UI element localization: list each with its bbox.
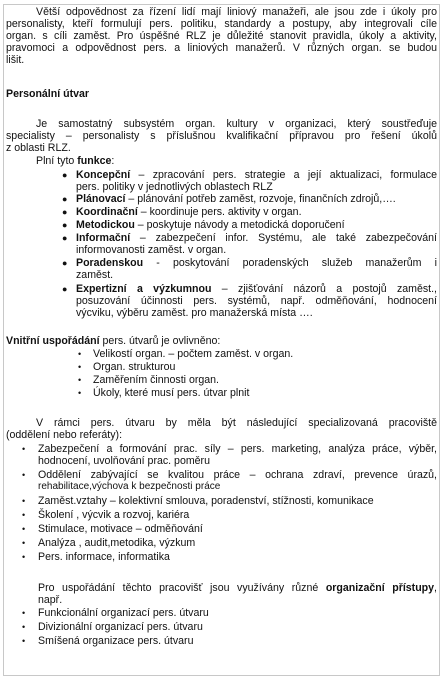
list-item: Školení , výcvik a rozvoj, kariéra <box>38 509 190 521</box>
function-item: Informační – zabezpečení infor. Systému, ale také zabezpečování <box>76 232 437 244</box>
function-item: Metodickou – poskytuje návody a metodická doporučení <box>76 219 345 231</box>
list-item-cont: hodnocení, uvolňování prac. poměru <box>38 455 210 467</box>
function-item-cont: posuzování účinnosti pers. systémů, např. odměňování, hodnocení <box>76 295 437 307</box>
bullet-icon: ● <box>62 170 68 180</box>
bullet-icon: • <box>78 375 82 385</box>
section3-line-1: V rámci pers. útvaru by měla být následující specializovaná pracoviště <box>36 417 437 429</box>
list-item: Divizionální organizací pers. útvaru <box>38 621 203 633</box>
bullet-icon: • <box>78 349 82 359</box>
section-heading-personalni-utvar: Personální útvar <box>6 88 90 100</box>
intro-line-4: pravomoci a odpovědnost pers. a liniových manažerů. V různých organ. se budou <box>6 42 437 54</box>
list-item: Organ. strukturou <box>93 361 176 373</box>
bullet-icon: • <box>22 510 26 520</box>
function-item: Expertizní a výzkumnou – zjišťování názorů a postojů zaměst., <box>76 283 438 295</box>
bullet-icon: ● <box>62 194 68 204</box>
list-item: Úkoly, které musí pers. útvar plnit <box>93 387 250 399</box>
list-item: Zabezpečení a formování prac. síly – pers. marketing, analýza práce, výběr, <box>38 443 437 455</box>
bullet-icon: • <box>22 636 26 646</box>
bullet-icon: • <box>22 538 26 548</box>
bullet-icon: • <box>78 388 82 398</box>
bullet-icon: ● <box>62 233 68 243</box>
section1-line-2: specialisty – personalisty s příslušnou kvalifikační přípravou pro řešení úkolů <box>6 130 437 142</box>
bullet-icon: • <box>78 362 82 372</box>
list-item: Zaměřením činnosti organ. <box>93 374 220 386</box>
list-item: Stimulace, motivace – odměňování <box>38 523 203 535</box>
bullet-icon: • <box>22 444 26 454</box>
function-item-cont: informovanosti zaměst. v organ. <box>76 244 227 256</box>
list-item: Pers. informace, informatika <box>38 551 170 563</box>
section2-heading: Vnitřní uspořádání pers. útvarů je ovlivněno: <box>6 335 221 347</box>
function-item-cont: zaměst. <box>76 269 114 281</box>
bullet-icon: • <box>22 524 26 534</box>
bullet-icon: • <box>22 608 26 618</box>
functions-lead: Plní tyto funkce: <box>36 155 115 167</box>
intro-line-3: organ. s cíli zaměst. Pro úspěšné RLZ je důležité stanovit pravidla, úkoly a aktivity, <box>6 30 437 42</box>
section4-lead: Pro uspořádání těchto pracovišť jsou využívány různé organizační přístupy, <box>38 582 437 594</box>
function-item: Poradenskou - poskytování poradenských služeb manažerům i <box>76 257 437 269</box>
list-item: Zaměst.vztahy – kolektivní smlouva, poradenství, stížnosti, komunikace <box>38 495 374 507</box>
list-item: Oddělení zabývající se kvalitou práce – ochrana zdraví, prevence úrazů, <box>38 469 437 481</box>
function-item: Plánovací – plánování potřeb zaměst, rozvoje, finančních zdrojů,…. <box>76 193 396 205</box>
bullet-icon: • <box>22 470 26 480</box>
function-item-cont: pers. politiky v jednotlivých oblastech RLZ <box>76 181 273 193</box>
bullet-icon: ● <box>62 220 68 230</box>
intro-line-2: personalisty, kteří formulují pers. politiku, standardy a postupy, aby integrovali cíle <box>6 18 437 30</box>
bullet-icon: • <box>22 552 26 562</box>
list-item: Analýza , audit,metodika, výzkum <box>38 537 196 549</box>
function-item-cont: výcviku, výběru zaměst. pro manažerská místa …. <box>76 307 313 319</box>
section3-line-2: (oddělení nebo referáty): <box>6 429 123 441</box>
bullet-icon: ● <box>62 207 68 217</box>
list-item: Velikostí organ. – počtem zaměst. v organ. <box>93 348 294 360</box>
bullet-icon: ● <box>62 284 68 294</box>
list-item: Smíšená organizace pers. útvaru <box>38 635 194 647</box>
intro-line-5: lišit. <box>6 54 25 66</box>
bullet-icon: ● <box>62 258 68 268</box>
intro-line-1: Větší odpovědnost za řízení lidí mají liniový manažeři, ale jsou zde i úkoly pro <box>36 6 437 18</box>
section1-line-1: Je samostatný subsystém organ. kultury v organizaci, který soustřeďuje <box>36 118 437 130</box>
list-item: Funkcionální organizací pers. útvaru <box>38 607 209 619</box>
bullet-icon: • <box>22 622 26 632</box>
function-item: Koordinační – koordinuje pers. aktivity v organ. <box>76 206 302 218</box>
bullet-icon: • <box>22 496 26 506</box>
section1-line-3: z oblasti RLZ. <box>6 142 71 154</box>
section4-lead-2: např. <box>38 594 63 606</box>
function-item: Koncepční – zpracování pers. strategie a její aktualizaci, formulace <box>76 169 437 181</box>
list-item-cont: rehabilitace,výchova k bezpečnosti práce <box>38 481 221 492</box>
